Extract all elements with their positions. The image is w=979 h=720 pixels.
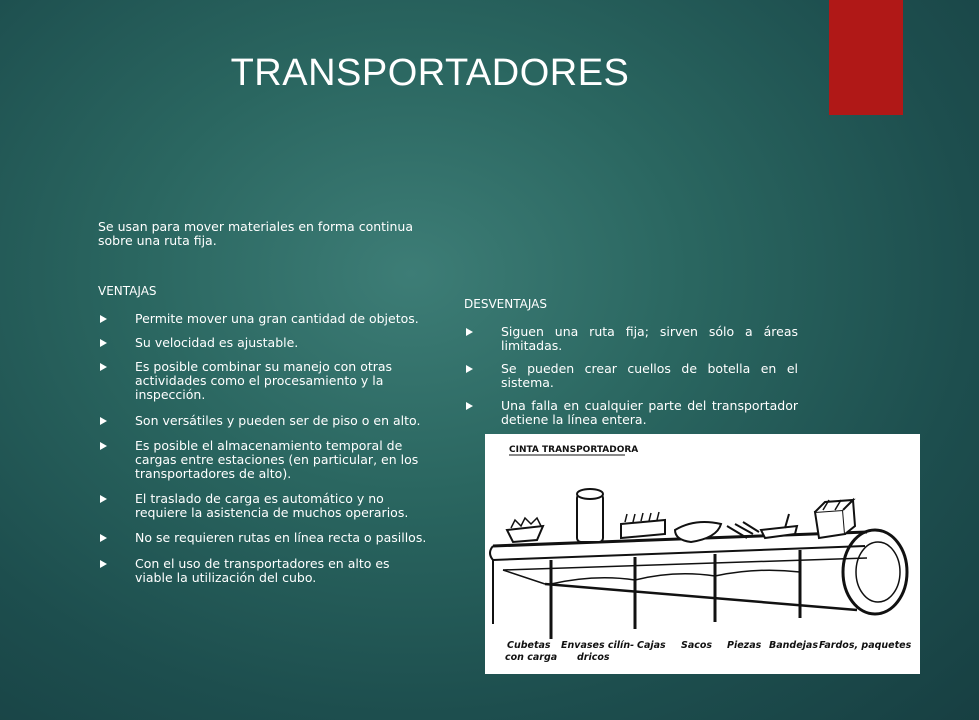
bullet-arrow-icon <box>100 534 107 542</box>
bullet-arrow-icon <box>100 339 107 347</box>
label-envases: Envases cilín- <box>561 640 635 651</box>
label-piezas: Piezas <box>727 640 762 651</box>
list-item: Es posible combinar su manejo con otras actividades como el procesamiento y la inspección. <box>100 360 430 402</box>
bullet-arrow-icon <box>466 402 473 410</box>
bullet-arrow-icon <box>100 417 107 425</box>
list-item: Es posible el almacenamiento temporal de cargas entre estaciones (en particular, en los transportadores de alto). <box>100 439 430 481</box>
bullet-arrow-icon <box>100 495 107 503</box>
list-item: El traslado de carga es automático y no requiere la asistencia de muchos operarios. <box>100 492 430 520</box>
bullet-arrow-icon <box>466 328 473 336</box>
bullet-arrow-icon <box>466 365 473 373</box>
ventajas-heading: VENTAJAS <box>98 284 157 298</box>
list-item: Su velocidad es ajustable. <box>100 336 430 350</box>
label-envases-2: dricos <box>577 652 610 663</box>
item-labels <box>505 640 912 663</box>
label-fardos: Fardos, paquetes <box>819 640 912 651</box>
bullet-arrow-icon <box>100 560 107 568</box>
label-cubetas: Cubetas <box>507 640 551 651</box>
desventajas-heading: DESVENTAJAS <box>464 297 547 311</box>
list-item: Con el uso de transportadores en alto es viable la utilización del cubo. <box>100 557 430 585</box>
ventajas-list <box>100 312 430 585</box>
desventajas-list <box>466 325 798 436</box>
intro-text: Se usan para mover materiales en forma continua sobre una ruta fija. <box>98 219 414 248</box>
label-bandejas: Bandejas <box>769 640 818 651</box>
bullet-arrow-icon <box>100 442 107 450</box>
conveyor-illustration <box>485 434 920 674</box>
slide-title: TRANSPORTADORES <box>230 52 630 94</box>
list-item: Una falla en cualquier parte del transportador detiene la línea entera. <box>466 399 798 427</box>
list-item: No se requieren rutas en línea recta o pasillos. <box>100 531 430 545</box>
conveyor-drawing <box>485 434 920 674</box>
figure-title: CINTA TRANSPORTADORA <box>509 445 639 455</box>
label-sacos: Sacos <box>681 640 713 651</box>
list-item: Siguen una ruta fija; sirven sólo a áreas limitadas. <box>466 325 798 353</box>
bullet-arrow-icon <box>100 363 107 371</box>
list-item: Son versátiles y pueden ser de piso o en alto. <box>100 414 430 428</box>
list-item: Se pueden crear cuellos de botella en el sistema. <box>466 362 798 390</box>
bullet-arrow-icon <box>100 315 107 323</box>
list-item: Permite mover una gran cantidad de objetos. <box>100 312 430 326</box>
label-cajas: Cajas <box>637 640 666 651</box>
conveyor-belt <box>490 530 907 624</box>
label-cubetas-2: con carga <box>505 652 558 663</box>
